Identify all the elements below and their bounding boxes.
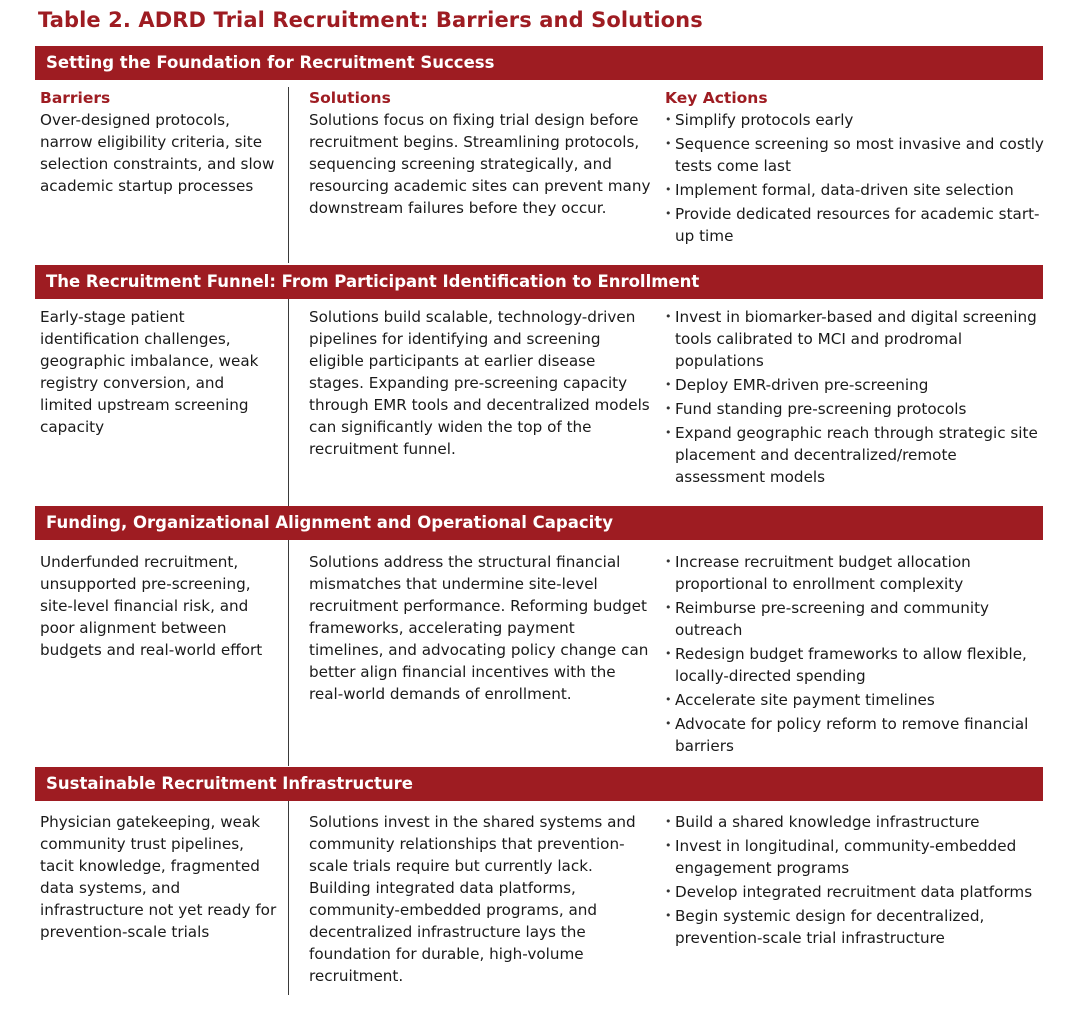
action-item: • Provide dedicated resources for academic start-up time bbox=[665, 203, 1045, 247]
column-divider bbox=[288, 801, 289, 995]
action-item: • Implement formal, data-driven site selection bbox=[665, 179, 1045, 201]
actions-cell bbox=[665, 551, 1045, 759]
solutions-text: Solutions invest in the shared systems and community relationships that prevention-scale trials require but currently lack. Building integrated data platforms, community-embedded programs, and decentralized infrastructure lays the foundation for durable, high-volume recruitment. bbox=[309, 813, 636, 985]
solutions-text: Solutions focus on fixing trial design before recruitment begins. Streamlining protocols, sequencing screening strategically, and resourcing academic sites can prevent many downstream failures before they occur. bbox=[309, 111, 651, 217]
section-heading-foundation: Setting the Foundation for Recruitment Success bbox=[35, 46, 1043, 80]
action-item: • Increase recruitment budget allocation proportional to enrollment complexity bbox=[665, 551, 1045, 595]
barriers-cell bbox=[40, 551, 280, 661]
barriers-text: Physician gatekeeping, weak community trust pipelines, tacit knowledge, fragmented data systems, and infrastructure not yet ready for prevention-scale trials bbox=[40, 813, 277, 941]
solutions-cell bbox=[309, 811, 654, 987]
action-item: • Invest in longitudinal, community-embedded engagement programs bbox=[665, 835, 1045, 879]
action-item: • Reimburse pre-screening and community outreach bbox=[665, 597, 1045, 641]
solutions-text: Solutions address the structural financial mismatches that undermine site-level recruitment performance. Reforming budget frameworks, accelerating payment timelines, and advocating policy change can better align financial incentives with the real-world demands of enrollment. bbox=[309, 553, 649, 703]
solutions-cell bbox=[309, 87, 654, 219]
actions-list bbox=[665, 811, 1045, 949]
page-title: Table 2. ADRD Trial Recruitment: Barriers and Solutions bbox=[38, 8, 703, 32]
action-item: • Accelerate site payment timelines bbox=[665, 689, 1045, 711]
solutions-header: Solutions bbox=[309, 89, 391, 107]
actions-list bbox=[665, 109, 1045, 247]
section-row-funding bbox=[35, 551, 1043, 766]
actions-list bbox=[665, 306, 1045, 488]
barriers-header: Barriers bbox=[40, 89, 111, 107]
barriers-cell bbox=[40, 811, 280, 943]
action-item: • Develop integrated recruitment data platforms bbox=[665, 881, 1045, 903]
action-item: • Invest in biomarker-based and digital screening tools calibrated to MCI and prodromal populations bbox=[665, 306, 1045, 372]
column-divider bbox=[288, 87, 289, 263]
column-divider bbox=[288, 299, 289, 506]
action-item: • Expand geographic reach through strategic site placement and decentralized/remote assessment models bbox=[665, 422, 1045, 488]
barriers-cell bbox=[40, 87, 280, 197]
action-item: • Advocate for policy reform to remove financial barriers bbox=[665, 713, 1045, 757]
barriers-text: Over-designed protocols, narrow eligibility criteria, site selection constraints, and slow academic startup processes bbox=[40, 111, 275, 195]
action-item: • Redesign budget frameworks to allow flexible, locally-directed spending bbox=[665, 643, 1045, 687]
section-row-funnel bbox=[35, 306, 1043, 506]
action-item: • Deploy EMR-driven pre-screening bbox=[665, 374, 1045, 396]
actions-cell bbox=[665, 87, 1045, 249]
solutions-text: Solutions build scalable, technology-driven pipelines for identifying and screening eligible participants at earlier disease stages. Expanding pre-screening capacity through EMR tools and decentralized models can significantly widen the top of the recruitment funnel. bbox=[309, 308, 650, 458]
section-row-infrastructure bbox=[35, 811, 1043, 996]
section-row-foundation bbox=[35, 87, 1043, 263]
action-item: • Sequence screening so most invasive and costly tests come last bbox=[665, 133, 1045, 177]
column-divider bbox=[288, 540, 289, 766]
section-heading-infrastructure: Sustainable Recruitment Infrastructure bbox=[35, 767, 1043, 801]
solutions-cell bbox=[309, 306, 654, 460]
actions-list bbox=[665, 551, 1045, 757]
actions-header: Key Actions bbox=[665, 89, 768, 107]
barriers-cell bbox=[40, 306, 280, 438]
action-item: • Build a shared knowledge infrastructure bbox=[665, 811, 1045, 833]
action-item: • Begin systemic design for decentralized, prevention-scale trial infrastructure bbox=[665, 905, 1045, 949]
section-heading-funding: Funding, Organizational Alignment and Operational Capacity bbox=[35, 506, 1043, 540]
actions-cell bbox=[665, 811, 1045, 951]
section-heading-funnel: The Recruitment Funnel: From Participant Identification to Enrollment bbox=[35, 265, 1043, 299]
solutions-cell bbox=[309, 551, 654, 705]
barriers-text: Early-stage patient identification challenges, geographic imbalance, weak registry conversion, and limited upstream screening capacity bbox=[40, 308, 259, 436]
actions-cell bbox=[665, 306, 1045, 490]
barriers-text: Underfunded recruitment, unsupported pre-screening, site-level financial risk, and poor alignment between budgets and real-world effort bbox=[40, 553, 263, 659]
action-item: • Simplify protocols early bbox=[665, 109, 1045, 131]
action-item: • Fund standing pre-screening protocols bbox=[665, 398, 1045, 420]
